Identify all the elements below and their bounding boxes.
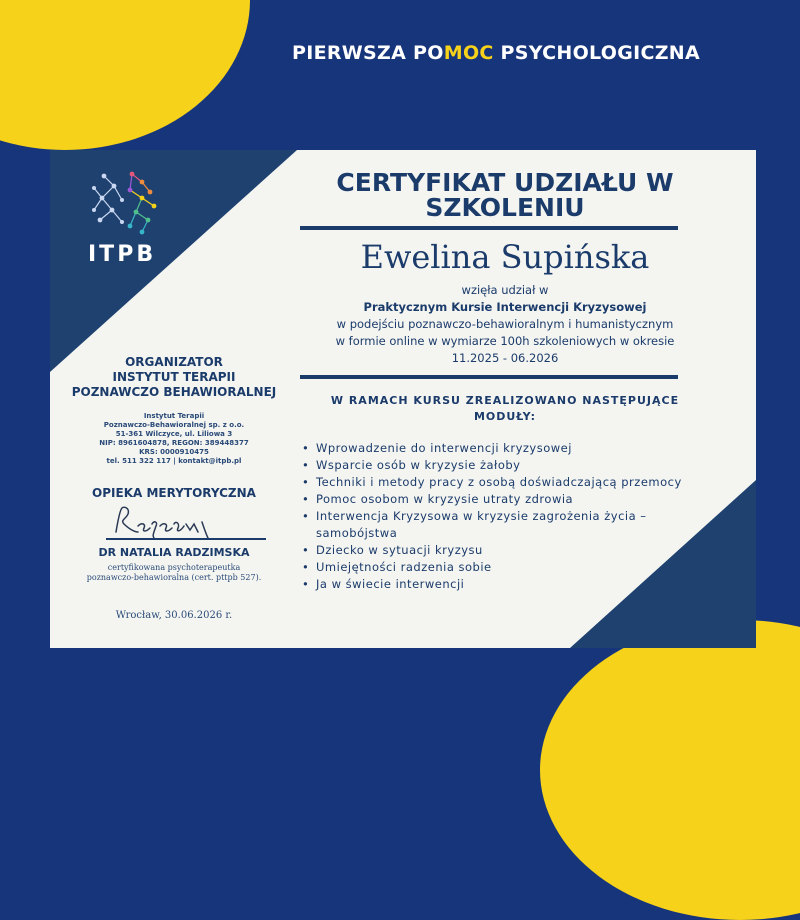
page-title <box>292 42 700 64</box>
organizer-heading <box>64 355 284 400</box>
module-item: • Techniki i metody pracy z osobą doświadczającą przemocy <box>301 474 701 491</box>
modules-list <box>301 440 701 593</box>
module-item: • Wsparcie osób w kryzysie żałoby <box>301 457 701 474</box>
module-item: • Ja w świecie interwencji <box>301 576 701 593</box>
place-and-date: Wrocław, 30.06.2026 r. <box>115 610 233 621</box>
supervisor-description <box>64 563 284 583</box>
divider-top <box>300 226 678 230</box>
organizer-detail-line: KRS: 0000910475 <box>139 448 209 456</box>
course-form: w formie online w wymiarze 100h szkoleniowych w okresie <box>335 334 675 348</box>
title-part1: PIERWSZA PO <box>292 42 444 64</box>
organizer-detail-line: tel. 511 322 117 | kontakt@itpb.pl <box>106 457 242 465</box>
course-name: Praktycznym Kursie Interwencji Kryzysowej <box>363 300 647 314</box>
module-item: • Pomoc osobom w kryzysie utraty zdrowia <box>301 491 701 508</box>
supervisor-desc-line1: certyfikowana psychoterapeutka <box>107 563 241 572</box>
supervision-heading: OPIEKA MERYTORYCZNA <box>92 486 256 500</box>
certificate-title-line1: CERTYFIKAT UDZIAŁU W <box>336 168 674 197</box>
modules-heading-line1: W RAMACH KURSU ZREALIZOWANO NASTĘPUJĄCE <box>330 394 680 407</box>
took-part-text: wzięła udział w <box>461 283 549 297</box>
module-item: • Dziecko w sytuacji kryzysu <box>301 542 701 559</box>
module-item: • Interwencja Kryzysowa w kryzysie zagrożenia życia – samobójstwa <box>301 508 701 542</box>
title-highlight: MOC <box>443 42 494 64</box>
divider-bottom <box>300 375 678 379</box>
certificate-title-line2: SZKOLENIU <box>425 193 585 222</box>
organizer-detail-line: NIP: 8961604878, REGON: 389448377 <box>99 439 249 447</box>
certificate-card <box>50 150 756 648</box>
participant-name: Ewelina Supińska <box>360 238 650 276</box>
course-approach: w podejściu poznawczo-behawioralnym i humanistycznym <box>336 317 674 331</box>
supervisor-desc-line2: poznawczo-behawioralna (cert. pttpb 527). <box>86 573 262 582</box>
organizer-heading-line2: INSTYTUT TERAPII <box>112 370 236 384</box>
yellow-corner-blob-bottom-right <box>540 620 800 920</box>
organizer-detail-line: 51-361 Wilczyce, ul. Liliowa 3 <box>115 430 233 438</box>
signature-line <box>106 538 266 540</box>
brain-network-logo-icon <box>84 162 164 242</box>
logo-text: ITPB <box>88 242 157 267</box>
yellow-corner-blob-top-left <box>0 0 250 150</box>
organizer-heading-line1: ORGANIZATOR <box>125 355 223 369</box>
organizer-heading-line3: POZNAWCZO BEHAWIORALNEJ <box>71 385 277 399</box>
organizer-detail-line: Instytut Terapii <box>143 412 205 420</box>
modules-heading-line2: MODUŁY: <box>473 410 537 423</box>
modules-heading <box>290 393 720 425</box>
organizer-detail-line: Poznawczo-Behawioralnej sp. z o.o. <box>103 421 245 429</box>
module-item: • Wprowadzenie do interwencji kryzysowej <box>301 440 701 457</box>
title-part2: PSYCHOLOGICZNA <box>493 42 701 64</box>
certificate-title <box>290 170 720 220</box>
handwritten-signature <box>108 502 238 540</box>
course-period: 11.2025 - 06.2026 <box>451 351 559 365</box>
module-item: • Umiejętności radzenia sobie <box>301 559 701 576</box>
organizer-details <box>64 412 284 466</box>
supervisor-name: DR NATALIA RADZIMSKA <box>98 546 250 559</box>
